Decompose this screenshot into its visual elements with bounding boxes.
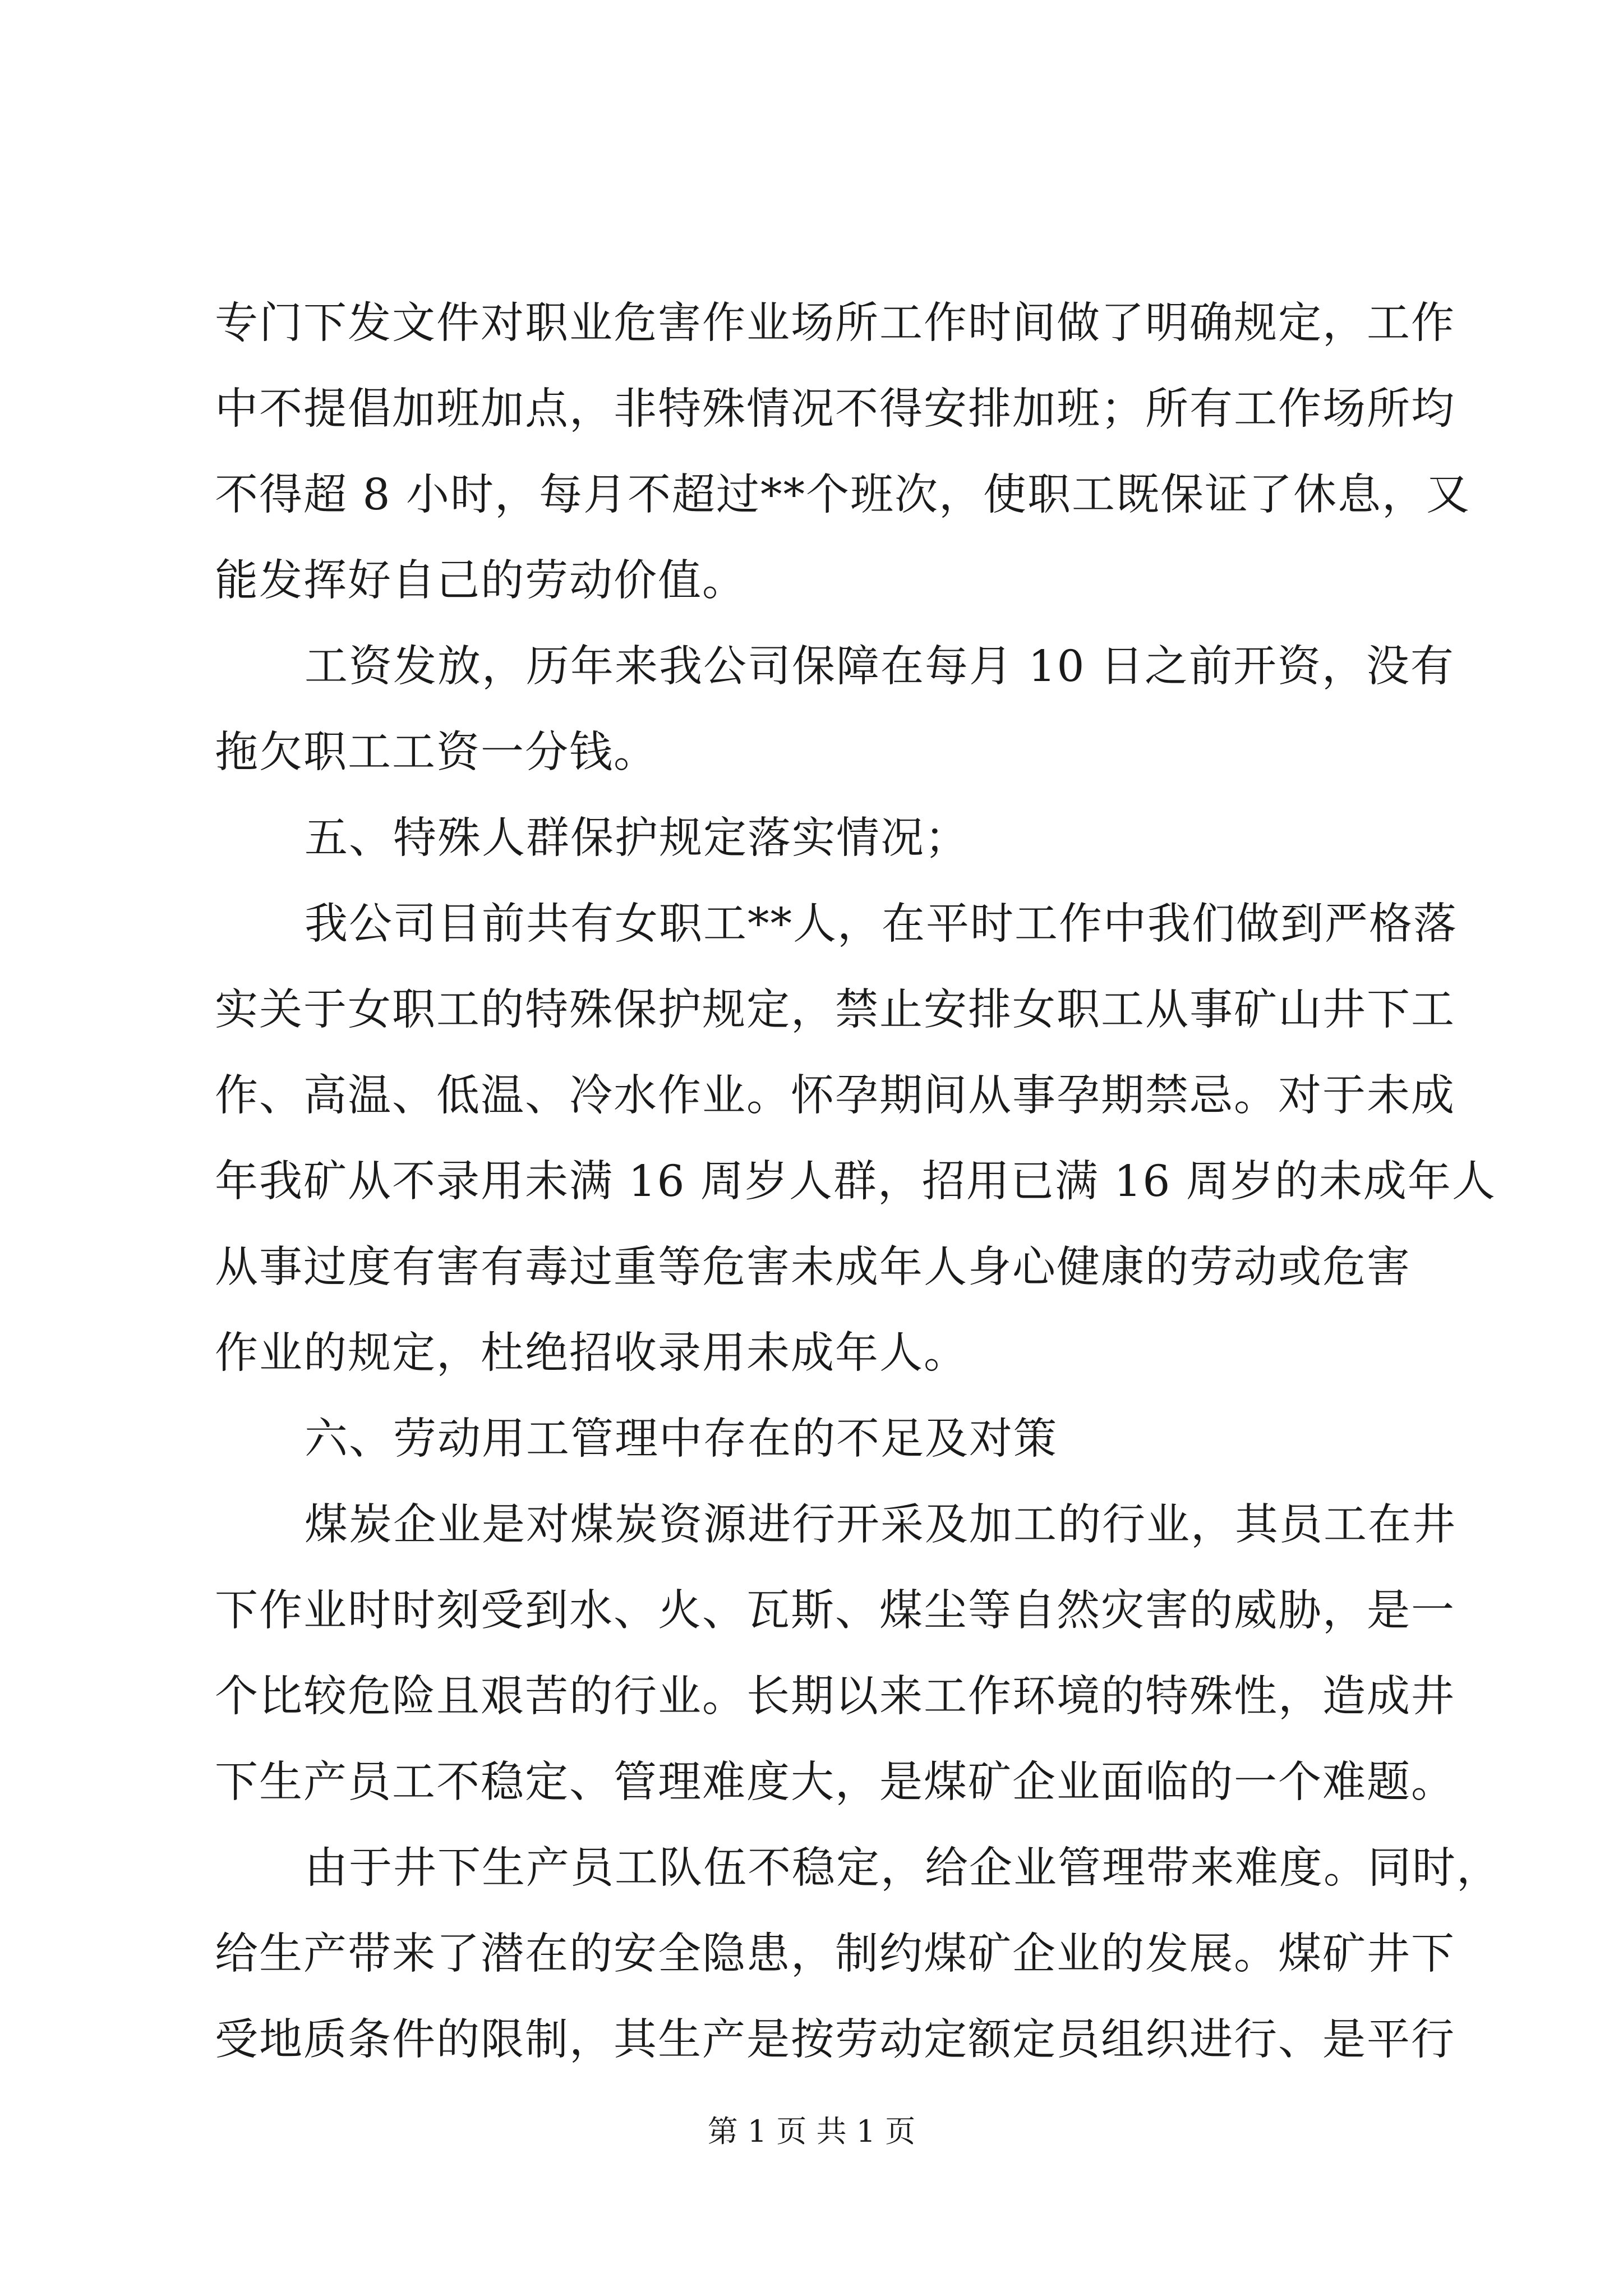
text-line: 五、特殊人群保护规定落实情况；	[305, 813, 969, 863]
text-line: 六、劳动用工管理中存在的不足及对策	[305, 1414, 1058, 1464]
section-heading	[215, 1396, 1407, 1482]
text-line: 下作业时时刻受到水、火、瓦斯、煤尘等自然灾害的威胁，是一	[215, 1586, 1455, 1636]
page-footer: 第 1 页 共 1 页	[707, 2114, 916, 2149]
text-line: 作业的规定，杜绝招收录用未成年人。	[215, 1328, 968, 1378]
text-line: 下生产员工不稳定、管理难度大，是煤矿企业面临的一个难题。	[215, 1757, 1455, 1807]
text-line: 年我矿从不录用未满 16 周岁人群，招用已满 16 周岁的未成年人	[215, 1157, 1496, 1207]
text-line: 煤炭企业是对煤炭资源进行开采及加工的行业，其员工在井	[305, 1500, 1456, 1550]
text-line: 给生产带来了潜在的安全隐患，制约煤矿企业的发展。煤矿井下	[215, 1929, 1455, 1979]
paragraph	[215, 881, 1496, 1396]
text-line: 受地质条件的限制，其生产是按劳动定额定员组织进行、是平行	[215, 2015, 1455, 2065]
text-line: 不得超 8 小时，每月不超过**个班次，使职工既保证了休息，又	[215, 470, 1470, 520]
text-line: 由于井下生产员工队伍不稳定，给企业管理带来难度。同时，	[305, 1843, 1501, 1893]
text-line: 从事过度有害有毒过重等危害未成年人身心健康的劳动或危害	[215, 1243, 1411, 1292]
document-body	[215, 280, 1501, 2083]
text-line: 中不提倡加班加点，非特殊情况不得安排加班；所有工作场所均	[215, 384, 1455, 434]
text-line: 个比较危险且艰苦的行业。长期以来工作环境的特殊性，造成井	[215, 1672, 1455, 1722]
text-line: 作、高温、低温、冷水作业。怀孕期间从事孕期禁忌。对于未成	[215, 1071, 1455, 1121]
paragraph	[215, 624, 1455, 795]
paragraph	[215, 1825, 1501, 2083]
paragraph	[215, 280, 1470, 624]
paragraph	[215, 1482, 1456, 1825]
text-line: 我公司目前共有女职工**人，在平时工作中我们做到严格落	[305, 899, 1458, 949]
text-line: 能发挥好自己的劳动价值。	[215, 556, 746, 606]
text-line: 工资发放，历年来我公司保障在每月 10 日之前开资，没有	[305, 642, 1455, 692]
text-line: 实关于女职工的特殊保护规定，禁止安排女职工从事矿山井下工	[215, 985, 1455, 1035]
text-line: 拖欠职工工资一分钱。	[215, 728, 658, 777]
text-line: 专门下发文件对职业危害作业场所工作时间做了明确规定，工作	[215, 298, 1455, 348]
section-heading	[215, 795, 1407, 881]
